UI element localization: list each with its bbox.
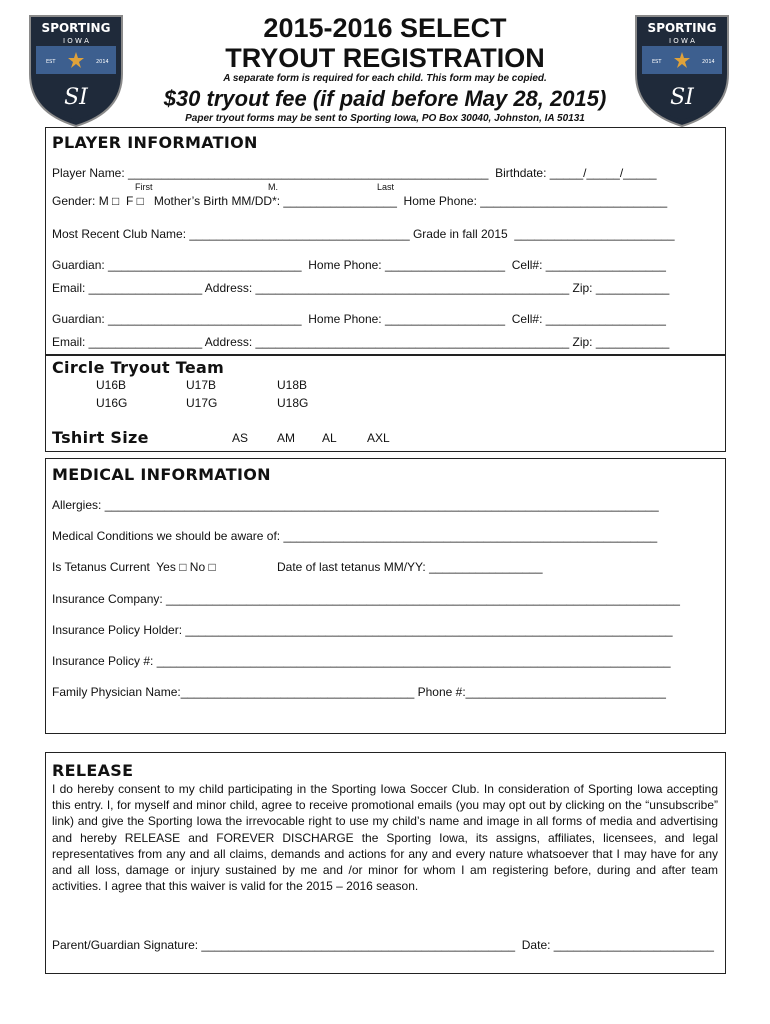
form-title-line2: TRYOUT REGISTRATION [225,43,545,73]
team-option[interactable]: U17G [186,396,218,410]
physician-field[interactable]: Family Physician Name:___________________________________ Phone #:______________________________ [52,685,666,699]
insurance-company-field[interactable]: Insurance Company: _____________________________________________________________________________ [52,592,680,606]
size-option[interactable]: AL [322,431,337,445]
player-information-heading: PLAYER INFORMATION [52,133,258,152]
logo-text: SPORTING [41,21,111,35]
medical-information-heading: MEDICAL INFORMATION [52,465,271,484]
mailing-note: Paper tryout forms may be sent to Sporting Iowa, PO Box 30040, Johnston, IA 50131 [185,113,585,124]
medical-conditions-field[interactable]: Medical Conditions we should be aware of: ________________________________________________________ [52,529,658,543]
team-option[interactable]: U17B [186,378,217,392]
tryout-team-heading: Circle Tryout Team [52,358,225,377]
tshirt-size-heading: Tshirt Size [52,428,149,447]
svg-text:EST: EST [46,59,56,65]
size-option[interactable]: AS [232,431,249,445]
tryout-fee: $30 tryout fee (if paid before May 28, 2015) [163,86,607,111]
svg-text:SI: SI [670,85,694,110]
club-field[interactable]: Most Recent Club Name: _________________________________ Grade in fall 2015 ________________________ [52,227,675,241]
guardian2-field[interactable]: Guardian: _____________________________ Home Phone: __________________ Cell#: __________________ [52,312,666,326]
sporting-iowa-logo-left [26,12,126,128]
svg-text:SPORTING: SPORTING [647,21,717,35]
size-option[interactable]: AM [277,431,295,445]
svg-text:2014: 2014 [702,59,715,65]
tetanus-date-field[interactable]: Date of last tetanus MM/YY: _________________ [277,560,543,574]
svg-text:EST: EST [652,59,662,65]
email2-field[interactable]: Email: _________________ Address: _______________________________________________ Zip: ___________ [52,335,670,349]
form-title-line1: 2015-2016 SELECT [263,13,507,43]
svg-text:I O W A: I O W A [669,37,695,45]
policy-holder-field[interactable]: Insurance Policy Holder: _________________________________________________________________________ [52,623,673,637]
policy-number-field[interactable]: Insurance Policy #: _____________________________________________________________________________ [52,654,671,668]
svg-text:SI: SI [64,85,88,110]
release-text: I do hereby consent to my child participating in the Sporting Iowa Soccer Club. In consideration of Sporting Iowa accepting this entry. I, for myself and minor child, agree to receive promotional emails (you may opt out by clicking on the “unsubscribe” link) and give the Sporting Iowa the irrevocable right to use my child’s name and image in all forms of media and advertising and hereby RELEASE and FOREVER DISCHARGE the Sporting Iowa, its assigns, affiliates, licensees, and legal representatives from any and all claims, demands and actions for any and every nature whatsoever that I may have for any and all loss, damage or injury sustained by me and /or minor for whom I am registering before, during and after team activities. I agree that this waiver is valid for the 2015 – 2016 season. [52,782,718,894]
signature-field[interactable]: Parent/Guardian Signature: _______________________________________________ Date: ________________________ [52,938,714,952]
tetanus-current-field[interactable]: Is Tetanus Current Yes □ No □ [52,560,216,574]
email1-field[interactable]: Email: _________________ Address: _______________________________________________ Zip: ___________ [52,281,670,295]
copy-note: A separate form is required for each child. This form may be copied. [223,73,547,84]
team-option[interactable]: U16G [96,396,128,410]
svg-text:I O W A: I O W A [63,37,89,45]
size-option[interactable]: AXL [367,431,390,445]
svg-text:2014: 2014 [96,59,109,65]
player-name-field[interactable]: Player Name: ______________________________________________________ Birthdate: _____/_____/_____ [52,166,657,180]
guardian1-field[interactable]: Guardian: _____________________________ Home Phone: __________________ Cell#: __________________ [52,258,666,272]
team-option[interactable]: U18G [277,396,309,410]
middle-label: M. [268,182,278,192]
release-heading: RELEASE [52,761,134,780]
gender-field[interactable]: Gender: M □ F □ Mother’s Birth MM/DD*: _________________ Home Phone: ____________________________ [52,194,668,208]
first-label: First [135,182,153,192]
team-option[interactable]: U18B [277,378,308,392]
last-label: Last [377,182,395,192]
allergies-field[interactable]: Allergies: ___________________________________________________________________________________ [52,498,659,512]
team-option[interactable]: U16B [96,378,127,392]
